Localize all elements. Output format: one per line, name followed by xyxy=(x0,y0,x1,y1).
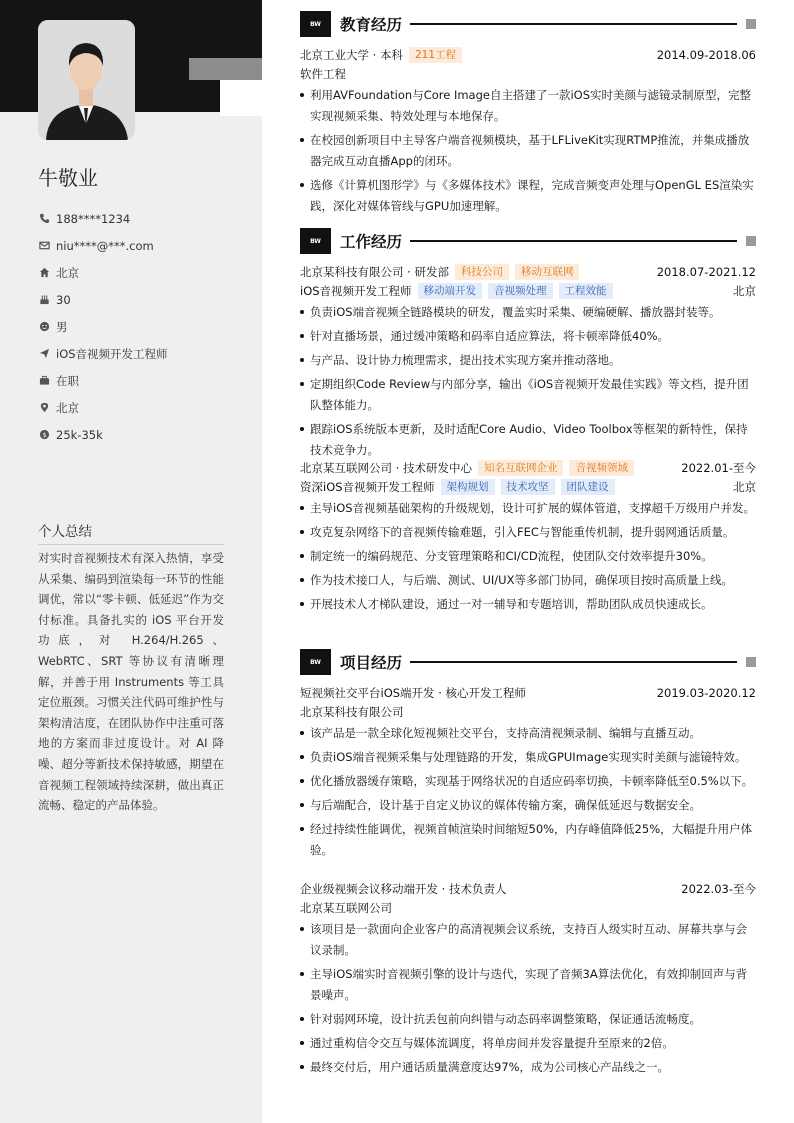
info-age-text: 30 xyxy=(56,292,71,307)
list-item: 该产品是一款全球化短视频社交平台，支持高清视频录制、编辑与直播互动。 xyxy=(300,723,756,744)
education-bullets xyxy=(300,85,756,217)
info-phone xyxy=(38,205,248,232)
project-bullets xyxy=(300,919,756,1078)
project-org: 北京某科技有限公司 xyxy=(300,704,404,719)
cake-icon xyxy=(38,294,50,306)
section-square xyxy=(746,236,756,246)
money-icon xyxy=(38,429,50,441)
list-item: 优化播放器缓存策略，实现基于网络状况的自适应码率切换，卡顿率降低至0.5%以下。 xyxy=(300,771,756,792)
info-home-text: 北京 xyxy=(56,265,79,280)
info-email-text: niu****@***.com xyxy=(56,238,154,253)
position-tag: 音视频处理 xyxy=(488,283,553,299)
info-position xyxy=(38,340,248,367)
list-item: 在校园创新项目中主导客户端音视频模块，基于LFLiveKit实现RTMP推流，并集成播放器完成互动直播App的闭环。 xyxy=(300,130,756,172)
list-item: 主导iOS音视频基础架构的升级规划，设计可扩展的媒体管道，支撑超千万级用户并发。 xyxy=(300,498,756,519)
info-status xyxy=(38,367,248,394)
info-email xyxy=(38,232,248,259)
list-item: 经过持续性能调优，视频首帧渲染时间缩短50%，内存峰值降低25%，大幅提升用户体验。 xyxy=(300,819,756,861)
education-title: 教育经历 xyxy=(340,16,403,34)
job-bullets xyxy=(300,498,756,615)
info-gender xyxy=(38,313,248,340)
header-white-block xyxy=(220,80,262,116)
home-icon xyxy=(38,267,50,279)
position-tag: 移动端开发 xyxy=(418,283,483,299)
summary-title: 个人总结 xyxy=(38,520,224,545)
list-item: 该项目是一款面向企业客户的高清视频会议系统，支持百人级实时互动、屏幕共享与会议录制。 xyxy=(300,919,756,961)
project-org: 北京某互联网公司 xyxy=(300,900,392,915)
section-badge: BW xyxy=(300,228,331,254)
education-block xyxy=(300,45,756,220)
info-salary-text: 25k-35k xyxy=(56,427,103,442)
school-name: 北京工业大学 · 本科 xyxy=(300,47,403,62)
company-tag: 科技公司 xyxy=(455,264,509,280)
school-tag: 211工程 xyxy=(409,47,462,63)
project-2 xyxy=(300,879,756,1081)
list-item: 制定统一的编码规范、分支管理策略和CI/CD流程，使团队交付效率提升30%。 xyxy=(300,546,756,567)
work-job-1 xyxy=(300,262,756,464)
projects-title: 项目经历 xyxy=(340,654,403,672)
job-bullets xyxy=(300,302,756,461)
gender-icon xyxy=(38,321,50,333)
contact-info-list xyxy=(38,205,248,448)
info-location-text: 北京 xyxy=(56,400,79,415)
project-name: 企业级视频会议移动端开发 · 技术负责人 xyxy=(300,881,507,896)
section-square xyxy=(746,19,756,29)
list-item: 定期组织Code Review与内部分享，输出《iOS音视频开发最佳实践》等文档，提升团队整体能力。 xyxy=(300,374,756,416)
list-item: 与后端配合，设计基于自定义协议的媒体传输方案，确保低延迟与数据安全。 xyxy=(300,795,756,816)
info-phone-text: 188****1234 xyxy=(56,211,131,226)
company-tag: 音视频领域 xyxy=(569,460,634,476)
paper-plane-icon xyxy=(38,348,50,360)
education-date: 2014.09-2018.06 xyxy=(656,47,756,62)
company-name: 北京某互联网公司 · 技术研发中心 xyxy=(300,460,472,475)
location-pin-icon xyxy=(38,402,50,414)
info-age xyxy=(38,286,248,313)
job-position: 资深iOS音视频开发工程师 xyxy=(300,479,435,494)
list-item: 通过重构信令交互与媒体流调度，将单房间并发容量提升至原来的2倍。 xyxy=(300,1033,756,1054)
position-tag: 团队建设 xyxy=(561,479,615,495)
work-title: 工作经历 xyxy=(340,233,403,251)
section-badge: BW xyxy=(300,649,331,675)
job-city: 北京 xyxy=(733,479,756,494)
job-date: 2018.07-2021.12 xyxy=(656,264,756,279)
project-1 xyxy=(300,683,756,864)
job-city: 北京 xyxy=(733,283,756,298)
list-item: 选修《计算机图形学》与《多媒体技术》课程，完成音频变声处理与OpenGL ES渲染实践，深化对媒体管线与GPU加速理解。 xyxy=(300,175,756,217)
projects-header xyxy=(300,649,756,675)
job-date: 2022.01-至今 xyxy=(681,460,756,475)
list-item: 跟踪iOS系统版本更新，及时适配Core Audio、Video Toolbox等框架的新特性，保持技术竞争力。 xyxy=(300,419,756,461)
info-gender-text: 男 xyxy=(56,319,68,334)
work-header xyxy=(300,228,756,254)
section-divider xyxy=(410,23,737,25)
list-item: 负责iOS端音视频全链路模块的研发，覆盖实时采集、硬编硬解、播放器封装等。 xyxy=(300,302,756,323)
avatar xyxy=(38,20,135,140)
info-salary xyxy=(38,421,248,448)
project-bullets xyxy=(300,723,756,861)
list-item: 最终交付后，用户通话质量满意度达97%，成为公司核心产品线之一。 xyxy=(300,1057,756,1078)
list-item: 攻克复杂网络下的音视频传输难题，引入FEC与智能重传机制，提升弱网通话质量。 xyxy=(300,522,756,543)
company-tag: 知名互联网企业 xyxy=(478,460,564,476)
list-item: 与产品、设计协力梳理需求，提出技术实现方案并推动落地。 xyxy=(300,350,756,371)
list-item: 针对直播场景，通过缓冲策略和码率自适应算法，将卡顿率降低40%。 xyxy=(300,326,756,347)
major: 软件工程 xyxy=(300,66,346,81)
summary-text: 对实时音视频技术有深入热情，享受从采集、编码到渲染每一环节的性能调优，常以“零卡顿、低延迟”作为交付标准。具备扎实的 iOS 平台开发功底，对 H.264/H.265、WebRTC、SRT 等协议有清晰理解，并善于用 Instruments 等工具定位瓶颈。习惯关注代码可维护性与架构清洁度，在团队协作中注重可落地的方案而非过度设计。对 AI 降噪、超分等新技术保持敏感，期望在音视频工程领域持续深耕，做出真正流畅、稳定的产品体验。 xyxy=(38,551,224,813)
briefcase-icon xyxy=(38,375,50,387)
info-position-text: iOS音视频开发工程师 xyxy=(56,346,168,361)
job-position: iOS音视频开发工程师 xyxy=(300,283,412,298)
project-name: 短视频社交平台iOS端开发 · 核心开发工程师 xyxy=(300,685,527,700)
position-tag: 架构规划 xyxy=(441,479,495,495)
info-location xyxy=(38,394,248,421)
header-gray-block xyxy=(189,58,262,80)
company-tag: 移动互联网 xyxy=(515,264,580,280)
section-square xyxy=(746,657,756,667)
project-date: 2022.03-至今 xyxy=(681,881,756,896)
position-tag: 工程效能 xyxy=(559,283,613,299)
section-divider xyxy=(410,240,737,242)
list-item: 主导iOS端实时音视频引擎的设计与迭代，实现了音频3A算法优化，有效抑制回声与背景噪声。 xyxy=(300,964,756,1006)
company-name: 北京某科技有限公司 · 研发部 xyxy=(300,264,449,279)
person-name: 牛敬业 xyxy=(38,166,98,190)
list-item: 作为技术接口人，与后端、测试、UI/UX等多部门协同，确保项目按时高质量上线。 xyxy=(300,570,756,591)
project-date: 2019.03-2020.12 xyxy=(656,685,756,700)
info-home xyxy=(38,259,248,286)
phone-icon xyxy=(38,213,50,225)
list-item: 开展技术人才梯队建设，通过一对一辅导和专题培训，帮助团队成员快速成长。 xyxy=(300,594,756,615)
avatar-photo xyxy=(38,20,135,140)
list-item: 针对弱网环境，设计抗丢包前向纠错与动态码率调整策略，保证通话流畅度。 xyxy=(300,1009,756,1030)
svg-text:$: $ xyxy=(41,430,47,439)
section-divider xyxy=(410,661,737,663)
position-tag: 技术攻坚 xyxy=(501,479,555,495)
education-header xyxy=(300,11,756,37)
section-badge: BW xyxy=(300,11,331,37)
email-icon xyxy=(38,240,50,252)
list-item: 利用AVFoundation与Core Image自主搭建了一款iOS实时美颜与滤镜录制原型，完整实现视频采集、特效处理与本地保存。 xyxy=(300,85,756,127)
info-status-text: 在职 xyxy=(56,373,79,388)
list-item: 负责iOS端音视频采集与处理链路的开发，集成GPUImage实现实时美颜与滤镜特效。 xyxy=(300,747,756,768)
work-job-2 xyxy=(300,458,756,618)
